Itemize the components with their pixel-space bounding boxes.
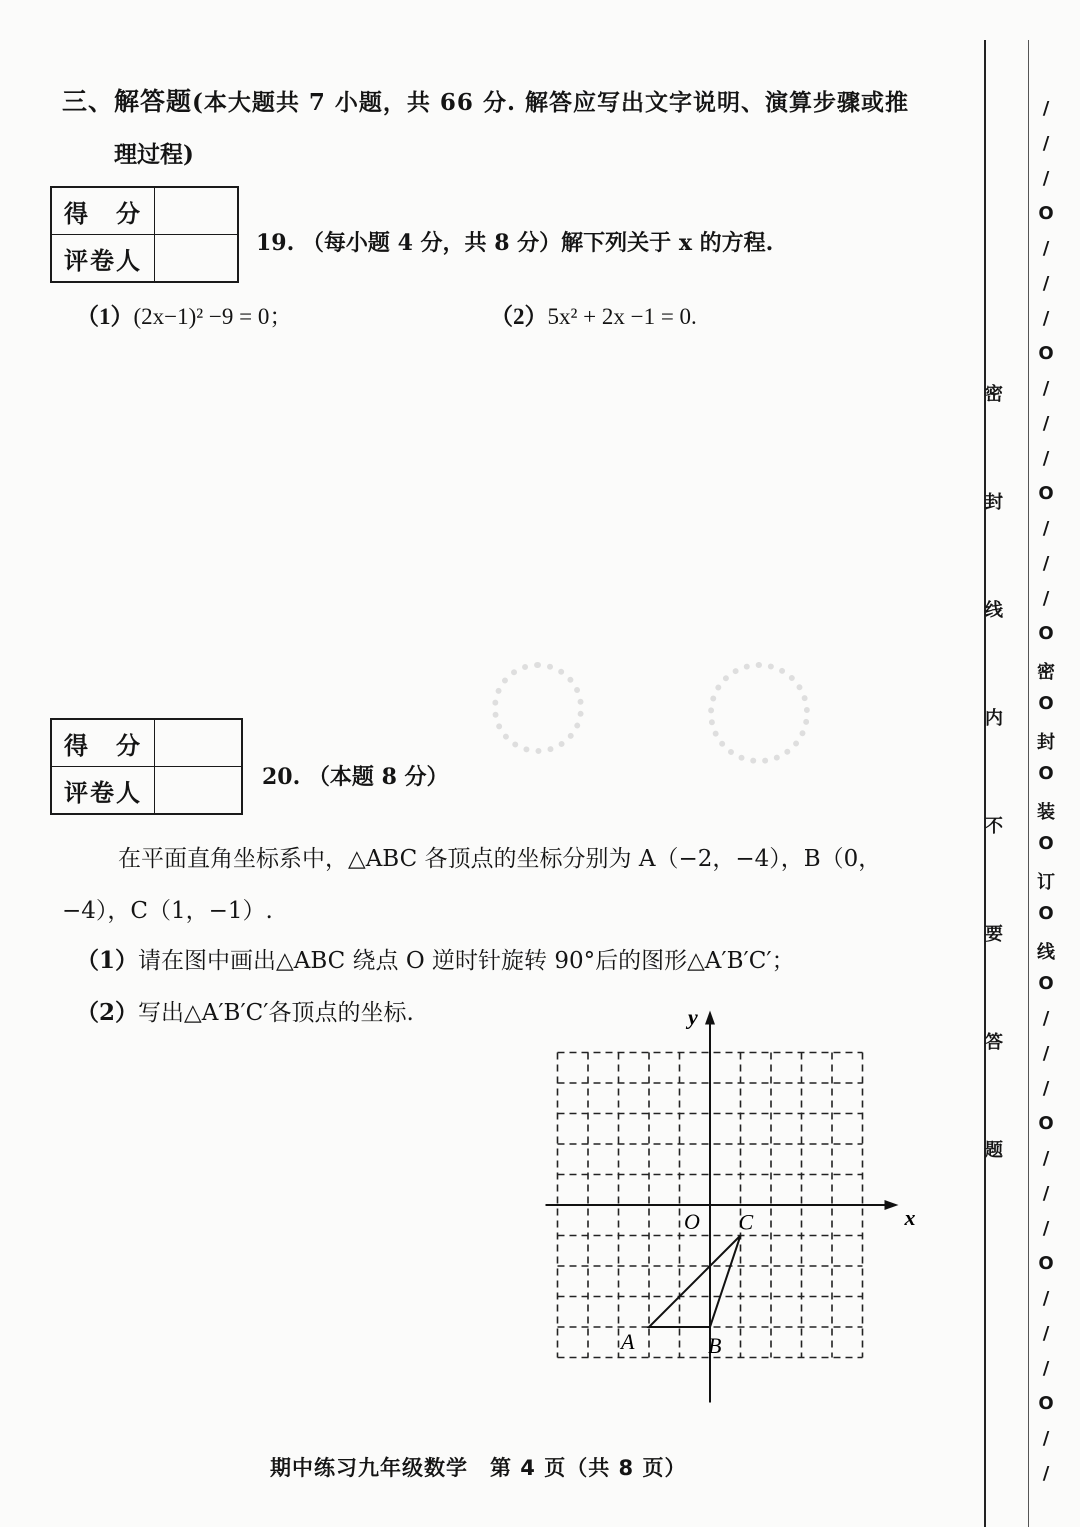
seal-mark: 密 <box>1037 662 1055 683</box>
point-a-label: A <box>621 1329 635 1354</box>
binding-margin <box>968 40 1078 1527</box>
triangle-abc <box>649 1236 741 1328</box>
q20-part1-label: （1） <box>76 947 139 974</box>
score-label: 得 分 <box>51 187 155 235</box>
point-c-label: C <box>738 1209 754 1235</box>
bleed-through-stamp <box>492 662 584 754</box>
seal-mark: O <box>1038 1253 1054 1274</box>
seal-mark: / <box>1042 1288 1050 1309</box>
seal-mark: / <box>1042 518 1050 539</box>
q20-part2 <box>76 994 414 1027</box>
seal-mark: 线 <box>1037 942 1055 963</box>
q20-part2-label: （2） <box>76 999 139 1026</box>
seal-mark: O <box>1038 483 1054 504</box>
score-box-q20 <box>50 718 243 815</box>
seal-mark: / <box>1042 1358 1050 1379</box>
seal-mark: / <box>1042 588 1050 609</box>
bleed-through-stamp <box>708 662 810 764</box>
q19-part2-equation: 5x² + 2x −1 = 0. <box>547 304 697 329</box>
seal-char: 不 <box>985 816 1003 837</box>
q19-part1-label: （1） <box>76 304 134 329</box>
seal-mark: O <box>1038 973 1054 994</box>
page-footer: 期中练习九年级数学 第 4 页（共 8 页） <box>270 1456 687 1480</box>
seal-mark: / <box>1042 1428 1050 1449</box>
seal-char: 答 <box>985 1032 1003 1053</box>
grader-label: 评卷人 <box>51 767 155 815</box>
seal-mark: / <box>1042 98 1050 119</box>
q19-header: 19. （每小题 4 分，共 8 分）解下列关于 x 的方程. <box>256 230 774 256</box>
coordinate-grid-figure <box>530 990 916 1400</box>
q19-part1-equation: (2x−1)² −9 = 0； <box>133 304 293 329</box>
section-title <box>62 82 909 118</box>
q20-intro-line2: −4），C（1，−1）. <box>62 898 273 924</box>
seal-mark: / <box>1042 238 1050 259</box>
x-axis-label: x <box>904 1205 916 1230</box>
q19-part2-label: （2） <box>490 304 548 329</box>
q20-intro-line1: 在平面直角坐标系中，△ABC 各顶点的坐标分别为 A（−2，−4），B（0， <box>118 846 882 872</box>
seal-mark: / <box>1042 168 1050 189</box>
seal-char: 线 <box>985 600 1003 621</box>
seal-mark: O <box>1038 763 1054 784</box>
grader-label: 评卷人 <box>51 235 155 283</box>
q20-part1 <box>76 942 795 975</box>
seal-mark: O <box>1038 343 1054 364</box>
seal-mark: 装 <box>1037 802 1055 823</box>
seal-mark: O <box>1038 903 1054 924</box>
seal-mark: / <box>1042 1148 1050 1169</box>
section-note: (本大题共 7 小题，共 66 分. 解答应写出文字说明、演算步骤或推 <box>192 89 909 116</box>
y-axis-arrow <box>705 1011 715 1025</box>
origin-label: O <box>684 1209 700 1234</box>
seal-mark: 封 <box>1037 732 1055 753</box>
seal-mark: / <box>1042 413 1050 434</box>
y-axis-label: y <box>688 1004 698 1030</box>
seal-mark: / <box>1042 308 1050 329</box>
seal-char: 密 <box>985 384 1003 405</box>
q20-header: 20. （本题 8 分） <box>262 764 449 790</box>
q19-part1 <box>76 298 292 331</box>
seal-char: 题 <box>985 1140 1003 1161</box>
seal-mark: / <box>1042 273 1050 294</box>
seal-mark: / <box>1042 1043 1050 1064</box>
seal-mark: / <box>1042 1008 1050 1029</box>
q19-part2 <box>490 298 697 331</box>
q20-part1-text: 请在图中画出△ABC 绕点 O 逆时针旋转 90°后的图形△A′B′C′； <box>138 948 795 974</box>
seal-mark: / <box>1042 133 1050 154</box>
point-b-label: B <box>708 1333 722 1358</box>
grader-cell[interactable] <box>155 767 243 815</box>
seal-mark: / <box>1042 1463 1050 1484</box>
seal-mark: / <box>1042 1078 1050 1099</box>
seal-mark: / <box>1042 378 1050 399</box>
score-cell[interactable] <box>155 719 243 767</box>
section-note-continued: 理过程) <box>114 141 194 168</box>
grader-cell[interactable] <box>155 235 239 283</box>
seal-char: 封 <box>985 492 1003 513</box>
seal-mark: / <box>1042 1323 1050 1344</box>
seal-mark: O <box>1038 693 1054 714</box>
seal-mark: 订 <box>1037 872 1055 893</box>
score-label: 得 分 <box>51 719 155 767</box>
seal-char: 要 <box>985 924 1003 945</box>
seal-mark: O <box>1038 623 1054 644</box>
seal-mark: / <box>1042 553 1050 574</box>
binding-line-left <box>984 40 986 1527</box>
q20-part2-text: 写出△A′B′C′各顶点的坐标. <box>138 1000 414 1026</box>
seal-mark: / <box>1042 1218 1050 1239</box>
x-axis-arrow <box>885 1200 899 1210</box>
score-box-q19 <box>50 186 239 283</box>
section-title-text: 三、解答题 <box>62 87 193 116</box>
seal-char: 内 <box>985 708 1003 729</box>
seal-mark: / <box>1042 1183 1050 1204</box>
seal-mark: O <box>1038 1393 1054 1414</box>
seal-mark: / <box>1042 448 1050 469</box>
seal-mark: O <box>1038 1113 1054 1134</box>
score-cell[interactable] <box>155 187 239 235</box>
seal-mark: O <box>1038 833 1054 854</box>
seal-mark: O <box>1038 203 1054 224</box>
